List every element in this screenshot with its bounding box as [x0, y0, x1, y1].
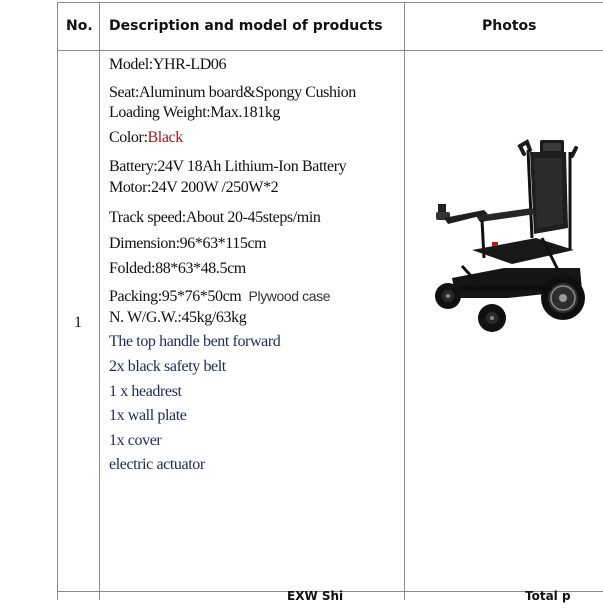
- accessory-item: 2x black safety belt: [109, 358, 226, 375]
- accessory-item: 1x wall plate: [109, 407, 187, 424]
- packing-dimensions: Packing:95*76*50cm: [109, 288, 242, 305]
- accessory-item: The top handle bent forward: [109, 333, 281, 350]
- accessory-item: electric actuator: [109, 456, 205, 473]
- seat-cushion: [472, 238, 574, 264]
- dimension-line: Dimension:96*63*115cm: [109, 235, 267, 252]
- col-divider-2: [404, 2, 405, 600]
- motor-line: Motor:24V 200W /250W*2: [109, 179, 279, 196]
- folded-line: Folded:88*63*48.5cm: [109, 260, 246, 277]
- row-number: 1: [74, 314, 82, 331]
- accessory-item: 1 x headrest: [109, 383, 182, 400]
- track-speed-line: Track speed:About 20-45steps/min: [109, 209, 321, 226]
- wheelchair-photo: [432, 138, 592, 336]
- packing-case: Plywood case: [248, 288, 331, 304]
- battery-line: Battery:24V 18Ah Lithium-Ion Battery: [109, 158, 347, 175]
- seat-line: Seat:Aluminum board&Spongy Cushion: [109, 84, 356, 101]
- color-label: Color:: [109, 129, 148, 146]
- weight-line: N. W/G.W.:45kg/63kg: [109, 309, 247, 326]
- loading-line: Loading Weight:Max.181kg: [109, 104, 281, 121]
- accessory-item: 1x cover: [109, 432, 162, 449]
- color-line: [109, 129, 183, 147]
- header-bottom-border: [57, 50, 603, 51]
- color-value: Black: [147, 129, 183, 146]
- table-left-border: [57, 2, 58, 600]
- next-row-text-right: Total p: [525, 589, 571, 603]
- model-line: Model:YHR-LD06: [109, 56, 227, 73]
- packing-line: [109, 288, 330, 306]
- col-divider-1: [99, 2, 100, 600]
- header-description: Description and model of products: [109, 18, 383, 34]
- table-top-border: [57, 2, 603, 3]
- next-row-text-left: EXW Shi: [287, 589, 344, 603]
- header-photos: Photos: [482, 18, 537, 34]
- header-no: No.: [66, 18, 93, 34]
